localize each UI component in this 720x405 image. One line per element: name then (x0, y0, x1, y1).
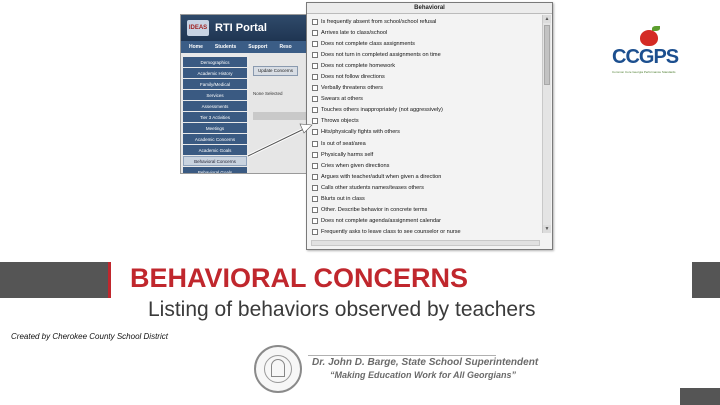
behavior-checkbox-item[interactable] (312, 205, 540, 216)
checkbox[interactable] (312, 218, 318, 224)
checkbox[interactable] (312, 207, 318, 213)
behavior-label: Does not turn in completed assignments on time (321, 51, 441, 58)
behavior-checkbox-item[interactable] (312, 127, 540, 138)
behavior-label: Does not complete class assignments (321, 40, 415, 47)
superintendent-name: Dr. John D. Barge, State School Superintendent (312, 357, 539, 368)
behavior-checkbox-item[interactable] (312, 27, 540, 38)
checkbox[interactable] (312, 196, 318, 202)
sidebar-item-assessments[interactable]: Assessments (183, 101, 247, 111)
sidebar-item-academic-history[interactable]: Academic History (183, 68, 247, 78)
checkbox[interactable] (312, 107, 318, 113)
behavior-checkbox-item[interactable] (312, 38, 540, 49)
behavior-checkbox-item[interactable] (312, 49, 540, 60)
checkbox[interactable] (312, 163, 318, 169)
behavior-label: Other. Describe behavior in concrete terms (321, 207, 428, 214)
checkbox[interactable] (312, 129, 318, 135)
scroll-down-icon[interactable]: ▼ (544, 226, 550, 232)
dialog-title: Behavioral (307, 3, 552, 14)
checkbox[interactable] (312, 96, 318, 102)
nav-home[interactable]: Home (189, 44, 203, 50)
behavior-checkbox-item[interactable] (312, 149, 540, 160)
sidebar-item-academic-goals[interactable]: Academic Goals (183, 145, 247, 155)
update-concerns-button[interactable]: Update Concerns (253, 66, 298, 76)
checkbox[interactable] (312, 118, 318, 124)
checkbox[interactable] (312, 41, 318, 47)
behavior-checkbox-item[interactable] (312, 105, 540, 116)
ccgps-logo (608, 30, 679, 80)
checkbox[interactable] (312, 152, 318, 158)
checkbox[interactable] (312, 185, 318, 191)
behavior-checklist (312, 16, 540, 249)
nav-resources[interactable]: Reso (279, 44, 292, 50)
vertical-scrollbar[interactable] (542, 15, 551, 233)
behavior-checkbox-item[interactable] (312, 116, 540, 127)
ccgps-wordmark: CCGPS (612, 46, 679, 68)
behavior-checkbox-item[interactable] (312, 71, 540, 82)
behavior-label: Is frequently absent from school/school refusal (321, 18, 437, 25)
checkbox[interactable] (312, 174, 318, 180)
checkbox[interactable] (312, 30, 318, 36)
checkbox[interactable] (312, 52, 318, 58)
behavior-label: Hits/physically fights with others (321, 129, 400, 136)
behavior-label: Argues with teacher/adult when given a direction (321, 173, 442, 180)
nav-support[interactable]: Support (248, 44, 268, 50)
ideas-logo: IDEAS (187, 20, 209, 36)
behavior-label: Swears at others (321, 96, 363, 103)
superintendent-quote: “Making Education Work for All Georgians” (330, 370, 517, 380)
credit-line: Created by Cherokee County School District (11, 332, 168, 341)
checkbox[interactable] (312, 74, 318, 80)
sidebar-item-behavioral-concerns[interactable]: Behavioral Concerns (183, 156, 247, 166)
sidebar-item-tier3-activities[interactable]: Tier 3 Activities (183, 112, 247, 122)
behavior-label: Calls other students names/teases others (321, 184, 424, 191)
sidebar-item-family-medical[interactable]: Family/Medical (183, 79, 247, 89)
behavior-checkbox-item[interactable] (312, 94, 540, 105)
behavior-label: Physically harms self (321, 151, 374, 158)
behavior-checkbox-item[interactable] (312, 16, 540, 27)
behavior-label: Blurts out in class (321, 196, 365, 203)
sidebar-item-demographics[interactable]: Demographics (183, 57, 247, 67)
behavior-checkbox-item[interactable] (312, 138, 540, 149)
behavior-label: Does not complete homework (321, 62, 395, 69)
behavior-checkbox-item[interactable] (312, 171, 540, 182)
behavior-checkbox-item[interactable] (312, 160, 540, 171)
sidebar-item-services[interactable]: Services (183, 90, 247, 100)
sidebar-item-behavioral-goals[interactable]: Behavioral Goals (183, 167, 247, 174)
footer-rule (308, 355, 496, 356)
scroll-thumb[interactable] (544, 25, 550, 85)
checkbox[interactable] (312, 63, 318, 69)
sidebar-item-academic-concerns[interactable]: Academic Concerns (183, 134, 247, 144)
checkbox[interactable] (312, 141, 318, 147)
footer-band (680, 388, 720, 405)
department-seal-icon (254, 345, 302, 393)
portal-sidebar (181, 53, 249, 174)
behavior-checkbox-item[interactable] (312, 182, 540, 193)
checkbox[interactable] (312, 229, 318, 235)
checkbox[interactable] (312, 19, 318, 25)
ccgps-subtitle: Common Core Georgia Performance Standards (612, 70, 676, 74)
behavior-label: Frequently asks to leave class to see counselor or nurse (321, 229, 461, 236)
behavior-label: Arrives late to class/school (321, 29, 388, 36)
slide-subtitle: Listing of behaviors observed by teachers (148, 298, 536, 321)
behavior-label: Cries when given directions (321, 162, 390, 169)
horizontal-scrollbar[interactable] (311, 240, 540, 246)
behavior-label: Touches others inappropriately (not aggressively) (321, 107, 443, 114)
behavior-label: Verbally threatens others (321, 85, 383, 92)
behavior-label: Throws objects (321, 118, 359, 125)
slide-title: BEHAVIORAL CONCERNS (130, 263, 469, 293)
sidebar-item-meetings[interactable]: Meetings (183, 123, 247, 133)
behavior-checkbox-item[interactable] (312, 60, 540, 71)
nav-students[interactable]: Students (214, 44, 237, 50)
portal-title: RTI Portal (215, 22, 267, 34)
behavior-label: Is out of seat/area (321, 140, 366, 147)
title-band-left (0, 262, 108, 298)
none-selected-label: None Selected (253, 91, 283, 96)
behavior-checkbox-item[interactable] (312, 83, 540, 94)
behavior-checkbox-item[interactable] (312, 216, 540, 227)
checkbox[interactable] (312, 85, 318, 91)
behavior-checkbox-item[interactable] (312, 194, 540, 205)
behavior-checkbox-item[interactable] (312, 227, 540, 238)
title-band-accent (108, 262, 111, 298)
behavior-label: Does not complete agenda/assignment calendar (321, 218, 442, 225)
behavior-label: Does not follow directions (321, 74, 385, 81)
apple-icon (640, 30, 658, 46)
title-band-right (692, 262, 720, 298)
behavioral-dialog (306, 2, 553, 250)
scroll-up-icon[interactable]: ▲ (544, 16, 550, 22)
